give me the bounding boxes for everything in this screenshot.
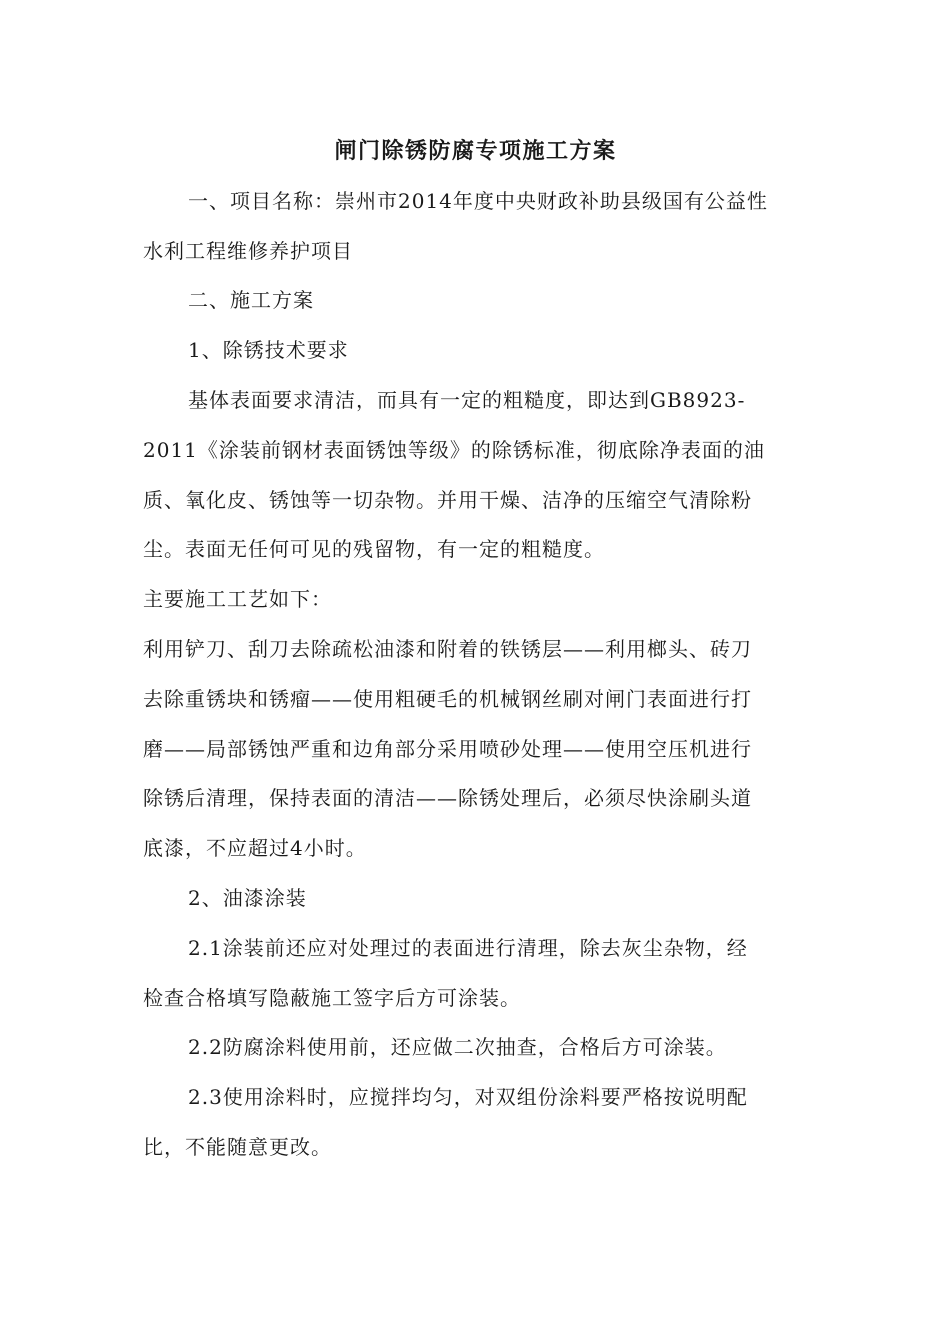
text-line: 主要施工工艺如下： — [143, 587, 332, 612]
text-line: 底漆，不应超过4小时。 — [143, 836, 367, 861]
section-heading: 二、施工方案 — [188, 288, 314, 313]
text-line: 质、氧化皮、锈蚀等一切杂物。并用干燥、洁净的压缩空气清除粉 — [143, 487, 752, 512]
text-line: 一、项目名称：崇州市2014年度中央财政补助县级国有公益性 — [188, 188, 768, 213]
text-line: 检查合格填写隐蔽施工签字后方可涂装。 — [143, 985, 521, 1010]
document-title: 闸门除锈防腐专项施工方案 — [334, 138, 617, 164]
text-line: 尘。表面无任何可见的残留物，有一定的粗糙度。 — [143, 537, 605, 562]
text-line: 水利工程维修养护项目 — [143, 238, 353, 263]
text-line: 去除重锈块和锈瘤——使用粗硬毛的机械钢丝刷对闸门表面进行打 — [143, 686, 752, 711]
text-line: 2011《涂装前钢材表面锈蚀等级》的除锈标准，彻底除净表面的油 — [143, 437, 765, 462]
text-line: 比，不能随意更改。 — [143, 1134, 332, 1159]
text-line: 除锈后清理，保持表面的清洁——除锈处理后，必须尽快涂刷头道 — [143, 786, 752, 811]
text-line: 利用铲刀、刮刀去除疏松油漆和附着的铁锈层——利用榔头、砖刀 — [143, 636, 752, 661]
text-line: 磨——局部锈蚀严重和边角部分采用喷砂处理——使用空压机进行 — [143, 736, 752, 761]
subsection-heading: 1、除锈技术要求 — [188, 338, 349, 363]
text-line: 2.1涂装前还应对处理过的表面进行清理，除去灰尘杂物，经 — [188, 935, 748, 960]
document-body — [143, 127, 808, 1173]
subsection-heading: 2、油漆涂装 — [188, 885, 307, 910]
text-line: 基体表面要求清洁，而具有一定的粗糙度，即达到GB8923- — [188, 387, 746, 412]
text-line: 2.2防腐涂料使用前，还应做二次抽查，合格后方可涂装。 — [188, 1035, 727, 1060]
text-line: 2.3使用涂料时，应搅拌均匀，对双组份涂料要严格按说明配 — [188, 1085, 748, 1110]
